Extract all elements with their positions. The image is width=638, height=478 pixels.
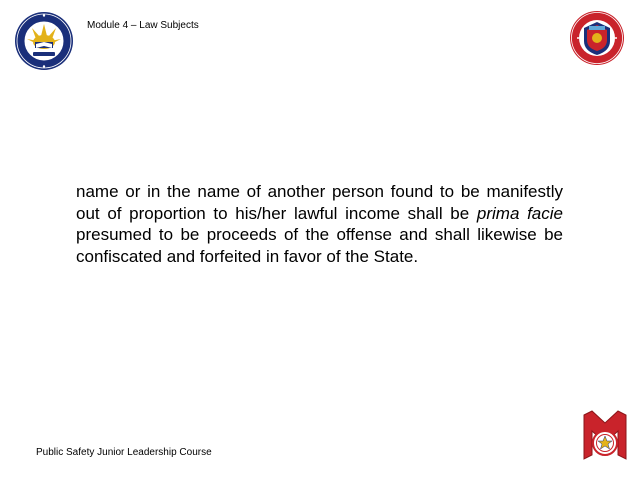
body-text-part-2: presumed to be proceeds of the offense and shall likewise be confiscated and forfeited in favor of the State. — [76, 225, 563, 266]
body-text-part-1: name or in the name of another person found to be manifestly out of proportion to his/her lawful income shall be — [76, 182, 563, 223]
module-title: Module 4 – Law Subjects — [87, 20, 199, 31]
pnp-training-service-emblem-logo — [582, 409, 628, 465]
body-text-italic: prima facie — [476, 203, 563, 223]
body-paragraph — [76, 181, 563, 267]
academy-seal-logo — [14, 11, 74, 71]
course-name: Public Safety Junior Leadership Course — [36, 447, 212, 458]
pnp-training-institute-seal-logo — [569, 9, 625, 67]
